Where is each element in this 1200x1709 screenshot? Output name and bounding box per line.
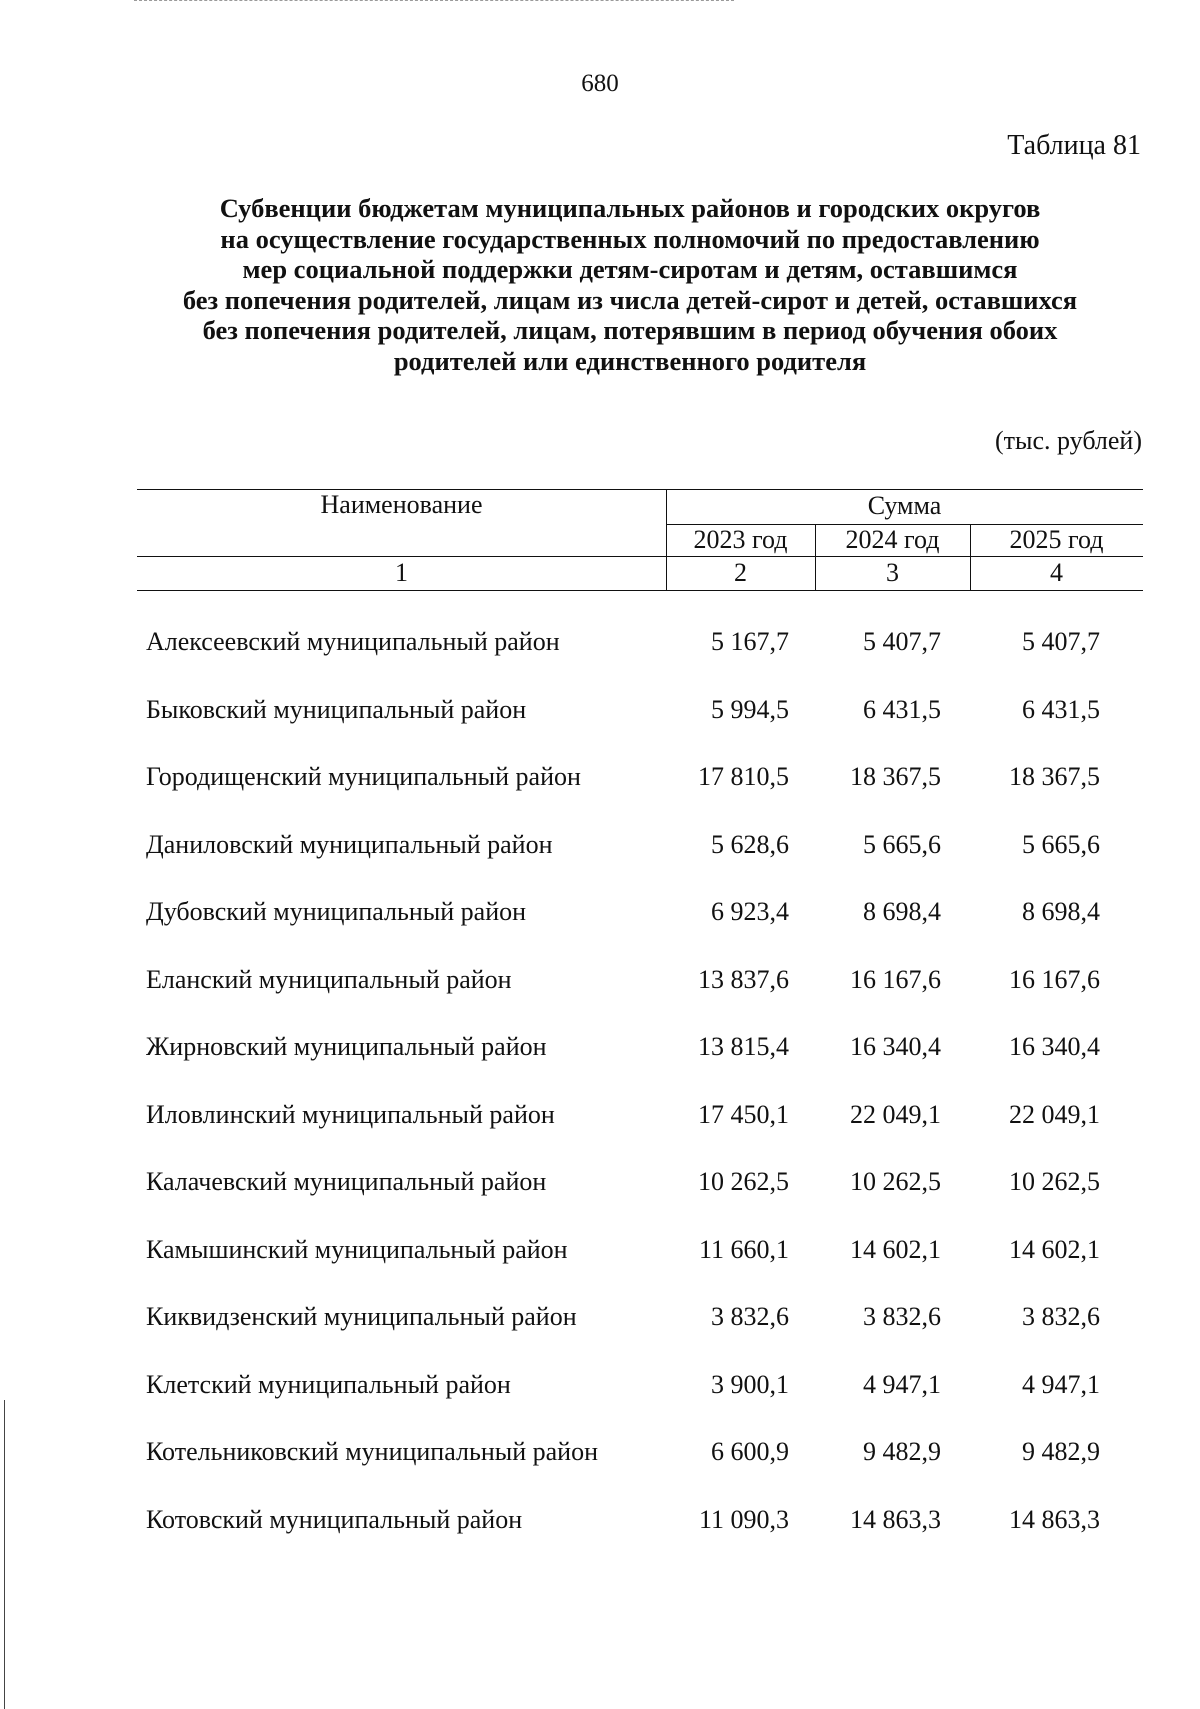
table-row <box>0 1485 1200 1553</box>
table-row <box>0 1215 1200 1283</box>
value-2025: 5 407,7 <box>1022 627 1100 656</box>
header-mid-rule <box>137 556 1143 557</box>
table-row <box>0 742 1200 810</box>
header-bottom-rule <box>137 590 1143 591</box>
value-2025: 16 340,4 <box>1009 1032 1100 1061</box>
title-line: на осуществление государственных полномочий по предоставлению <box>220 223 1040 254</box>
value-2023: 17 810,5 <box>698 762 789 791</box>
value-2024: 6 431,5 <box>863 694 941 724</box>
district-name: Иловлинский муниципальный район <box>146 1099 555 1129</box>
district-name: Котовский муниципальный район <box>146 1504 523 1534</box>
value-2023: 3 832,6 <box>711 1302 789 1331</box>
value-2025: 9 482,9 <box>1022 1437 1100 1466</box>
header-name: Наименование <box>320 490 483 519</box>
header-sum: Сумма <box>867 491 942 520</box>
header-year: 2024 год <box>845 525 940 554</box>
value-2025: 5 665,6 <box>1022 829 1100 859</box>
district-name: Котельниковский муниципальный район <box>146 1437 598 1466</box>
header-col-number: 1 <box>395 558 408 587</box>
value-2023: 10 262,5 <box>698 1167 789 1196</box>
title-line: без попечения родителей, лицам из числа детей-сирот и детей, оставшихся <box>182 284 1078 315</box>
value-2025: 18 367,5 <box>1009 762 1100 791</box>
table-row <box>0 1282 1200 1350</box>
value-2025: 6 431,5 <box>1022 694 1100 724</box>
table-title <box>130 193 1130 376</box>
table-row <box>0 877 1200 945</box>
value-2025: 10 262,5 <box>1009 1167 1100 1196</box>
value-2025: 14 863,3 <box>1009 1504 1100 1534</box>
district-name: Дубовский муниципальный район <box>146 897 527 926</box>
header-year: 2025 год <box>1009 525 1104 554</box>
value-2023: 13 815,4 <box>698 1032 789 1061</box>
scan-top-edge <box>134 0 734 1</box>
district-name: Киквидзенский муниципальный район <box>146 1302 577 1331</box>
table-row <box>0 1417 1200 1485</box>
table-row <box>0 945 1200 1013</box>
value-2024: 10 262,5 <box>850 1167 941 1196</box>
value-2023: 11 090,3 <box>698 1504 789 1534</box>
value-2024: 16 167,6 <box>850 964 941 994</box>
district-name: Камышинский муниципальный район <box>146 1234 568 1264</box>
value-2024: 14 602,1 <box>850 1234 941 1264</box>
value-2024: 5 407,7 <box>863 627 941 656</box>
table-row <box>0 1012 1200 1080</box>
value-2023: 11 660,1 <box>698 1234 789 1264</box>
header-col-number: 2 <box>734 558 747 587</box>
value-2025: 8 698,4 <box>1022 897 1100 926</box>
value-2025: 16 167,6 <box>1009 964 1100 994</box>
district-name: Городищенский муниципальный район <box>146 762 581 791</box>
district-name: Жирновский муниципальный район <box>146 1032 547 1061</box>
title-line: мер социальной поддержки детям-сиротам и детям, оставшимся <box>242 254 1018 284</box>
page-number: 680 <box>581 70 619 97</box>
value-2024: 9 482,9 <box>863 1437 941 1466</box>
value-2023: 13 837,6 <box>698 964 789 994</box>
table-row <box>0 675 1200 743</box>
header-year: 2023 год <box>693 525 788 554</box>
table-label: Таблица 81 <box>1007 130 1141 161</box>
value-2023: 6 923,4 <box>711 897 789 926</box>
table-body <box>0 607 1200 1552</box>
units-label: (тыс. рублей) <box>994 426 1142 455</box>
district-name: Клетский муниципальный район <box>146 1369 511 1399</box>
value-2023: 5 628,6 <box>711 829 789 859</box>
header-col-number: 3 <box>886 558 899 587</box>
value-2025: 22 049,1 <box>1009 1099 1100 1129</box>
district-name: Еланский муниципальный район <box>146 964 512 994</box>
value-2024: 18 367,5 <box>850 762 941 791</box>
value-2023: 5 994,5 <box>711 694 789 724</box>
value-2024: 14 863,3 <box>850 1504 941 1534</box>
title-line: Субвенции бюджетам муниципальных районов и городских округов <box>219 193 1041 223</box>
value-2023: 6 600,9 <box>711 1437 789 1466</box>
value-2025: 4 947,1 <box>1022 1369 1100 1399</box>
title-line: без попечения родителей, лицам, потерявшим в период обучения обоих <box>202 315 1058 345</box>
table-row <box>0 810 1200 878</box>
table-row <box>0 1350 1200 1418</box>
district-name: Даниловский муниципальный район <box>146 829 553 859</box>
table-row <box>0 1147 1200 1215</box>
title-line: родителей или единственного родителя <box>393 345 867 376</box>
district-name: Калачевский муниципальный район <box>146 1167 547 1196</box>
value-2024: 5 665,6 <box>863 829 941 859</box>
header-col-number: 4 <box>1050 558 1063 587</box>
value-2023: 5 167,7 <box>711 627 789 656</box>
value-2025: 3 832,6 <box>1022 1302 1100 1331</box>
value-2023: 3 900,1 <box>711 1369 789 1399</box>
value-2024: 22 049,1 <box>850 1099 941 1129</box>
table-row <box>0 607 1200 675</box>
value-2024: 16 340,4 <box>850 1032 941 1061</box>
value-2025: 14 602,1 <box>1009 1234 1100 1264</box>
table-row <box>0 1080 1200 1148</box>
value-2024: 4 947,1 <box>863 1369 941 1399</box>
scan-left-edge <box>4 1400 5 1709</box>
district-name: Алексеевский муниципальный район <box>146 627 560 656</box>
value-2023: 17 450,1 <box>698 1099 789 1129</box>
value-2024: 8 698,4 <box>863 897 941 926</box>
value-2024: 3 832,6 <box>863 1302 941 1331</box>
district-name: Быковский муниципальный район <box>146 694 527 724</box>
